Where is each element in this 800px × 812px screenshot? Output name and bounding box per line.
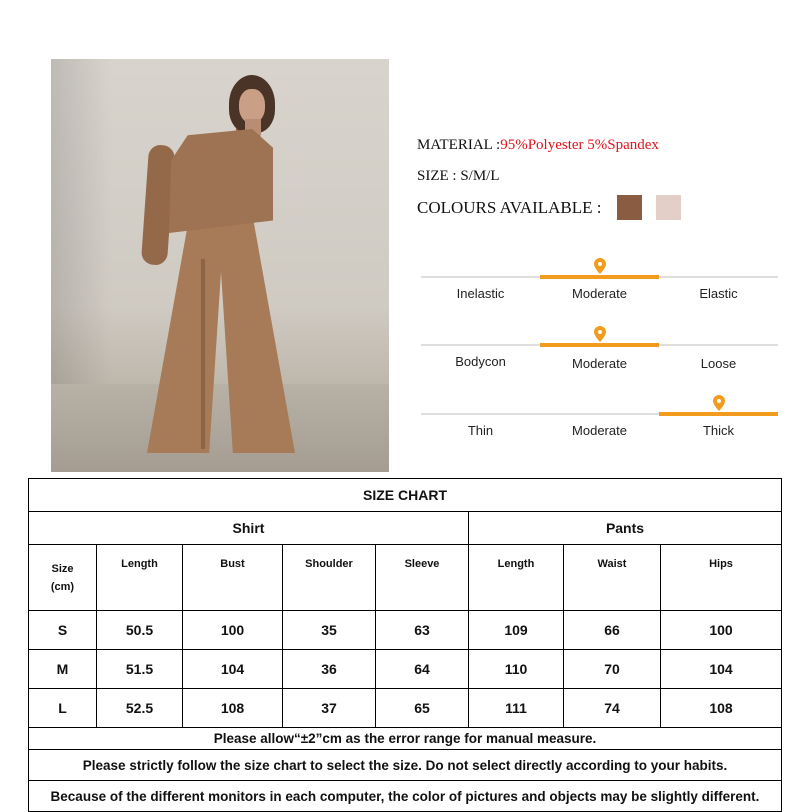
scale-label-middle: Moderate — [572, 356, 627, 371]
size-cell: S — [29, 611, 97, 650]
marker-pin-icon — [594, 326, 606, 342]
column-header-pants-length: Length — [469, 545, 564, 611]
scale-label-left: Inelastic — [456, 286, 505, 301]
material-line — [417, 137, 659, 154]
column-header-shoulder: Shoulder — [283, 545, 376, 611]
fit-scale — [421, 326, 778, 406]
column-header-bust: Bust — [183, 545, 283, 611]
size-chart-title: SIZE CHART — [29, 479, 782, 512]
table-cell: 37 — [283, 689, 376, 728]
material-value: 95%Polyester 5%Spandex — [500, 137, 659, 153]
table-cell: 104 — [661, 650, 782, 689]
table-cell: 66 — [564, 611, 661, 650]
size-column-header: Size (cm) — [29, 545, 97, 611]
scale-label-right: Thick — [702, 423, 735, 438]
scale-label-left: Thin — [467, 423, 494, 438]
pants-group-header: Pants — [469, 512, 782, 545]
note-monitor-color: Because of the different monitors in each computer, the color of pictures and objects may be slightly different. — [29, 781, 782, 812]
scale-label-middle: Moderate — [572, 423, 627, 438]
table-cell: 64 — [376, 650, 469, 689]
table-cell: 110 — [469, 650, 564, 689]
table-cell: 108 — [183, 689, 283, 728]
scale-label-middle: Moderate — [572, 286, 627, 301]
table-cell: 63 — [376, 611, 469, 650]
material-label: MATERIAL : — [417, 137, 501, 153]
table-cell: 104 — [183, 650, 283, 689]
table-cell: 100 — [661, 611, 782, 650]
table-cell: 111 — [469, 689, 564, 728]
table-cell: 52.5 — [97, 689, 183, 728]
table-row — [29, 650, 782, 689]
scale-label-left: Bodycon — [455, 354, 506, 369]
note-error-range: Please allow“±2”cm as the error range for manual measure. — [29, 728, 782, 750]
column-header-waist: Waist — [564, 545, 661, 611]
table-cell: 36 — [283, 650, 376, 689]
table-cell: 109 — [469, 611, 564, 650]
table-row — [29, 689, 782, 728]
table-cell: 74 — [564, 689, 661, 728]
scale-label-right: Elastic — [699, 286, 738, 301]
shirt-group-header: Shirt — [29, 512, 469, 545]
size-chart-table — [28, 478, 782, 812]
table-cell: 100 — [183, 611, 283, 650]
note-follow-size-chart: Please strictly follow the size chart to select the size. Do not select directly according to your habits. — [29, 750, 782, 781]
table-cell: 35 — [283, 611, 376, 650]
table-cell: 65 — [376, 689, 469, 728]
thickness-scale — [421, 395, 778, 475]
size-cell: M — [29, 650, 97, 689]
column-header-hips: Hips — [661, 545, 782, 611]
colours-label: COLOURS AVAILABLE : — [417, 198, 602, 217]
colour-swatch-pink[interactable] — [656, 195, 681, 220]
table-row — [29, 611, 782, 650]
column-header-shirt-length: Length — [97, 545, 183, 611]
table-cell: 51.5 — [97, 650, 183, 689]
table-cell: 50.5 — [97, 611, 183, 650]
table-cell: 70 — [564, 650, 661, 689]
marker-pin-icon — [713, 395, 725, 411]
product-photo — [51, 59, 389, 472]
scale-label-right: Loose — [700, 356, 737, 371]
column-header-sleeve: Sleeve — [376, 545, 469, 611]
colour-swatch-brown[interactable] — [617, 195, 642, 220]
marker-pin-icon — [594, 258, 606, 274]
size-line: SIZE : S/M/L — [417, 168, 500, 184]
table-cell: 108 — [661, 689, 782, 728]
size-cell: L — [29, 689, 97, 728]
